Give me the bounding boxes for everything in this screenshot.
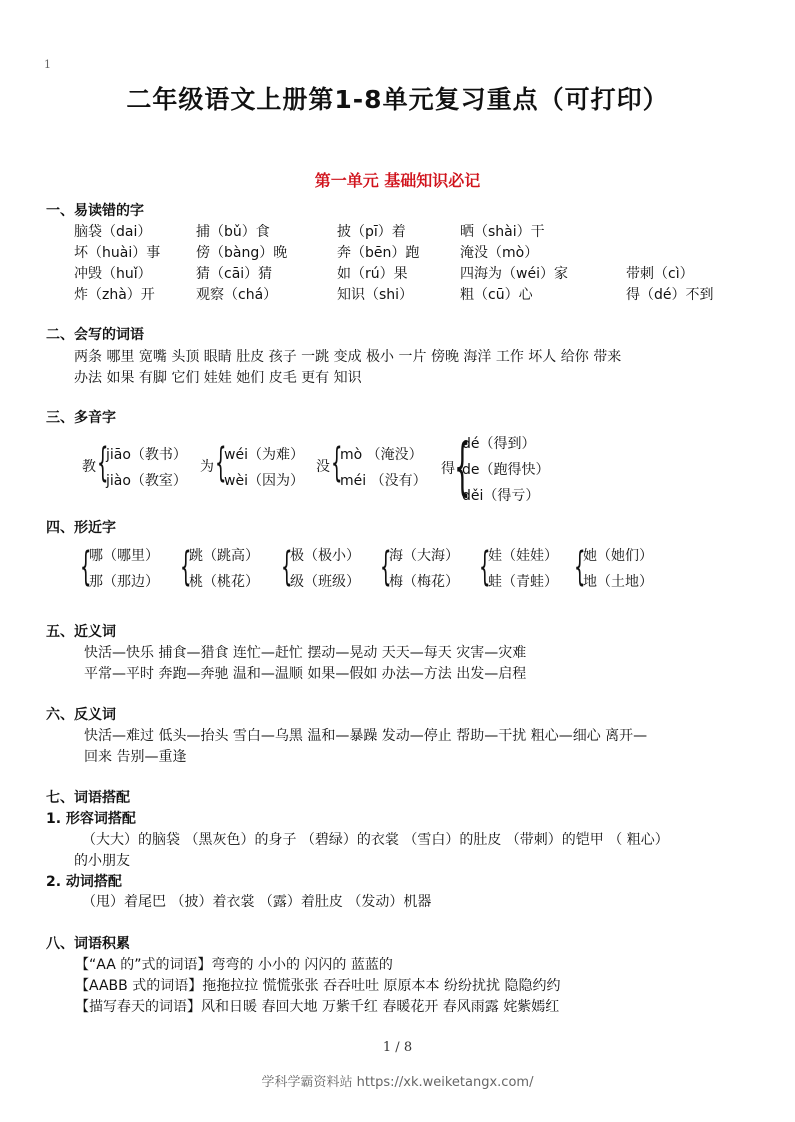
page-number: 1 / 8	[382, 1040, 413, 1055]
table-cell: 如（rú）果	[337, 266, 408, 282]
section-heading-5: 五、近义词	[46, 624, 116, 640]
polyphone-char: 没	[316, 459, 330, 475]
section-heading-4: 四、形近字	[46, 520, 116, 536]
brace-icon: {	[380, 544, 392, 590]
similar-char: 跳（跳高）	[189, 548, 259, 564]
table-cell: 粗（cū）心	[460, 287, 533, 303]
similar-char: 级（班级）	[290, 574, 360, 590]
section-heading-7: 七、词语搭配	[46, 790, 130, 806]
vocab-line: 【“AA 的”式的词语】弯弯的 小小的 闪闪的 蓝蓝的	[75, 957, 393, 973]
polyphone-char: 得	[441, 461, 455, 477]
table-cell: 冲毁（huǐ）	[74, 266, 152, 282]
antonym-line: 快活—难过 低头—抬头 雪白—乌黑 温和—暴躁 发动—停止 帮助—干扰 粗心—细心 离开—	[84, 728, 648, 744]
collocation-line: （甩）着尾巴 （披）着衣裳 （露）着肚皮 （发动）机器	[82, 894, 432, 910]
table-cell: 淹没（mò）	[460, 245, 539, 261]
polyphone-reading: méi （没有）	[340, 473, 427, 489]
similar-char: 地（土地）	[583, 574, 653, 590]
brace-icon: {	[180, 544, 192, 590]
polyphone-char: 为	[200, 459, 214, 475]
page-title: 二年级语文上册第1-8单元复习重点（可打印）	[126, 85, 669, 114]
table-cell: 得（dé）不到	[626, 287, 714, 303]
brace-icon: {	[97, 440, 109, 486]
brace-icon: {	[281, 544, 293, 590]
table-cell: 四海为（wéi）家	[460, 266, 568, 282]
similar-char: 海（大海）	[389, 548, 459, 564]
section-heading-2: 二、会写的词语	[46, 327, 144, 343]
table-cell: 带刺（cì）	[626, 266, 694, 282]
table-cell: 坏（huài）事	[74, 245, 161, 261]
brace-icon: {	[479, 544, 491, 590]
similar-char: 她（她们）	[583, 548, 653, 564]
vocab-line: 【描写春天的词语】风和日暖 春回大地 万紫千红 春暖花开 春风雨露 姹紫嫣红	[75, 999, 560, 1015]
similar-char: 那（那边）	[89, 574, 159, 590]
table-cell: 猜（cāi）猜	[196, 266, 273, 282]
brace-icon: {	[80, 544, 92, 590]
subsection-heading: 1. 形容词搭配	[46, 811, 136, 827]
word-line: 办法 如果 有脚 它们 娃娃 她们 皮毛 更有 知识	[74, 370, 362, 386]
subsection-heading: 2. 动词搭配	[46, 874, 122, 890]
table-cell: 傍（bàng）晚	[196, 245, 288, 261]
section-heading-6: 六、反义词	[46, 707, 116, 723]
similar-char: 哪（哪里）	[89, 548, 159, 564]
collocation-line: （大大）的脑袋 （黑灰色）的身子 （碧绿）的衣裳 （雪白）的肚皮 （带刺）的铠甲 （ 粗心）	[82, 832, 669, 848]
brace-icon: {	[215, 440, 227, 486]
brace-icon: {	[454, 430, 471, 503]
polyphone-char: 教	[82, 459, 96, 475]
table-cell: 炸（zhà）开	[74, 287, 155, 303]
table-cell: 捕（bǔ）食	[196, 224, 270, 240]
similar-char: 娃（娃娃）	[488, 548, 558, 564]
table-cell: 晒（shài）干	[460, 224, 545, 240]
polyphone-reading: jiào（教室）	[106, 473, 187, 489]
synonym-line: 平常—平时 奔跑—奔驰 温和—温顺 如果—假如 办法—方法 出发—启程	[84, 666, 527, 682]
similar-char: 极（极小）	[290, 548, 360, 564]
brace-icon: {	[574, 544, 586, 590]
table-cell: 观察（chá）	[196, 287, 278, 303]
antonym-line: 回来 告别—重逢	[84, 749, 187, 765]
table-cell: 披（pī）着	[337, 224, 406, 240]
synonym-line: 快活—快乐 捕食—猎食 连忙—赶忙 摆动—晃动 天天—每天 灾害—灾难	[84, 645, 527, 661]
section-heading-1: 一、易读错的字	[46, 203, 144, 219]
similar-char: 梅（梅花）	[389, 574, 459, 590]
polyphone-reading: de（跑得快）	[462, 462, 550, 478]
table-cell: 奔（bēn）跑	[337, 245, 420, 261]
section-heading-3: 三、多音字	[46, 410, 116, 426]
polyphone-reading: wéi（为难）	[224, 447, 304, 463]
collocation-line: 的小朋友	[74, 853, 130, 869]
unit-heading: 第一单元 基础知识必记	[314, 171, 481, 190]
polyphone-reading: jiāo（教书）	[106, 447, 187, 463]
polyphone-reading: wèi（因为）	[224, 473, 304, 489]
page-marker: 1	[44, 58, 51, 71]
similar-char: 桃（桃花）	[189, 574, 259, 590]
similar-char: 蛙（青蛙）	[488, 574, 558, 590]
table-cell: 知识（shi）	[337, 287, 414, 303]
vocab-line: 【AABB 式的词语】拖拖拉拉 慌慌张张 吞吞吐吐 原原本本 纷纷扰扰 隐隐约约	[75, 978, 561, 994]
polyphone-reading: mò （淹没）	[340, 447, 423, 463]
footer-site: 学科学霸资料站 https://xk.weiketangx.com/	[261, 1075, 534, 1090]
section-heading-8: 八、词语积累	[46, 936, 130, 952]
word-line: 两条 哪里 宽嘴 头顶 眼睛 肚皮 孩子 一跳 变成 极小 一片 傍晚 海洋 工作 坏人 给你 带来	[74, 349, 622, 365]
brace-icon: {	[331, 440, 343, 486]
table-cell: 脑袋（dai）	[74, 224, 152, 240]
polyphone-reading: dé（得到）	[462, 436, 536, 452]
polyphone-reading: děi（得亏）	[462, 488, 540, 504]
